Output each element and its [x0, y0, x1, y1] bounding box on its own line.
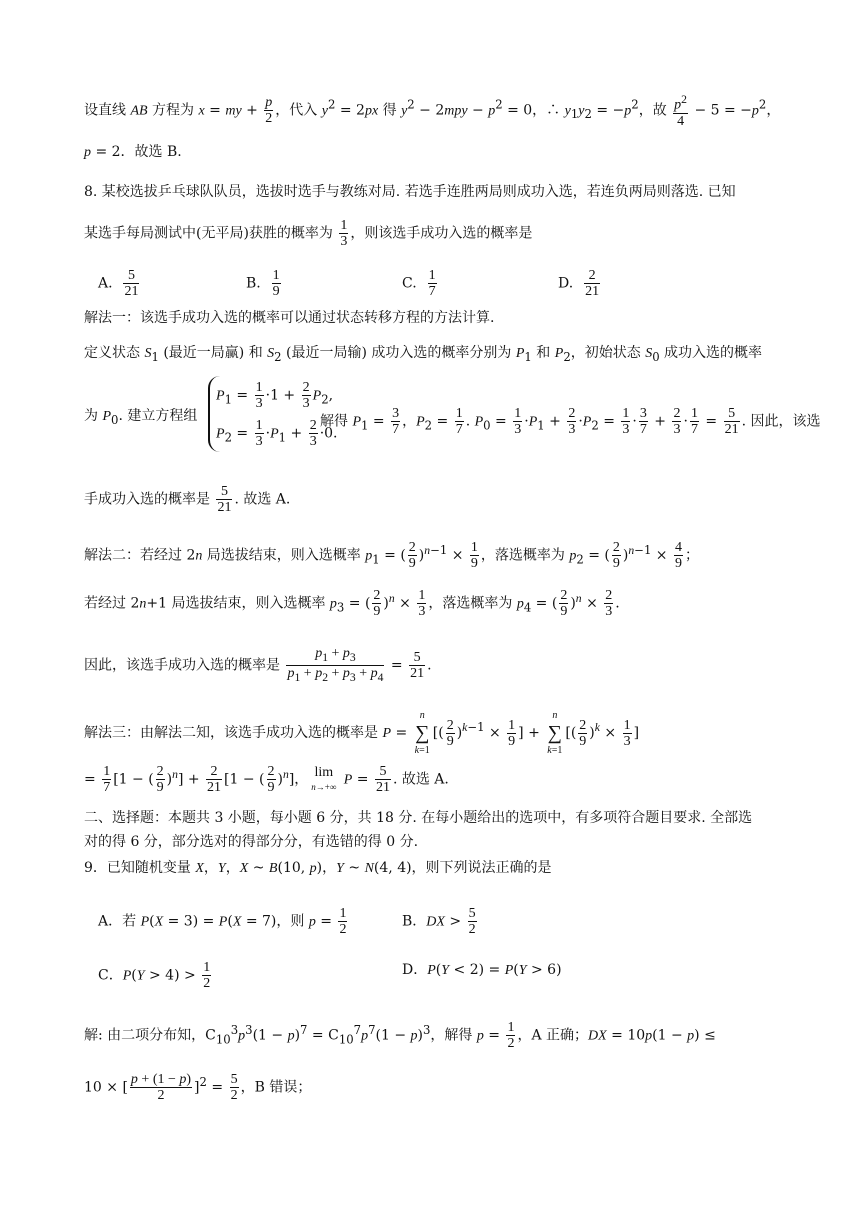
- question-9-stem: 9．已知随机变量 X，Y，X ~ B(10, p)，Y ~ N(4, 4)，则下列说法正确的是: [84, 860, 552, 876]
- q9-option-a: A．若 P(X = 3) = P(X = 7)，则 p = $\frac{1}{2}$: [98, 906, 347, 937]
- q9-solution-line-1: 解: 由二项分布知，$C_{10}^3p^3(1 - p)^7 = C_{10}^7p^7(1 - p)^3$，解得 p = $\frac{1}{2}$ ，A 正确；DX = 10p(1 − p) ≤: [84, 1020, 716, 1052]
- equation-row-1: $P_1$ = $\frac{1}{3}$ ·1 + $\frac{2}{3}$ $P_2$,: [216, 380, 334, 411]
- method-3-line-1: 解法三：由解法二知，该选手成功入选的概率是 P = n ∑ k=1 [( $\frac{2}{9}$ )$^{k-1}$ × $\frac{1}{9}$ ] + n ∑ k=1 [( $\frac{2}{9}$ )$^k$ × $\frac{1}{3}$ ]: [84, 710, 640, 756]
- question-8-stem-2: 某选手每局测试中(无平局)获胜的概率为 $\frac{1}{3}$ ，则该选手成功入选的概率是: [84, 218, 533, 249]
- q9-option-d: D．P(Y < 2) = P(Y > 6): [402, 962, 562, 978]
- section-2-heading: 二、选择题：本题共 3 小题，每小题 6 分，共 18 分. 在每小题给出的选项中，有多项符合题目要求. 全部选: [84, 810, 753, 826]
- method-1-system-label: 为 $P_0$. 建立方程组: [84, 408, 198, 427]
- question-8-stem-1: 8. 某校选拔乒乓球队队员，选拔时选手与教练对局. 若选手连胜两局则成功入选，若连负两局则落选. 已知: [84, 184, 736, 200]
- q8-option-b: B. $\frac{1}{9}$: [246, 268, 280, 299]
- solution-line-1: 设直线 AB 方程为 x = my + $\frac{p}{2}$ ，代入 $y^2 = 2px$ 得 $y^2 - 2mpy - p^2 = 0$，∴ $y_1y_2 = -p^2$，故 $\frac{p^2}{4}$ − $5 = -p^2$，: [84, 93, 781, 129]
- q8-option-a: A. $\frac{5}{21}$: [98, 268, 139, 299]
- solution-line-2: p = 2．故选 B.: [84, 144, 182, 160]
- method-2-line-3: 因此，该选手成功入选的概率是 $\frac{p_1 + p_3}{p_1 + p_2 + p_3 + p_4}$ = $\frac{5}{21}$ .: [84, 646, 432, 684]
- text-mirror: [0, 0, 1, 1]
- method-1-states: 定义状态 $S_1$ (最近一局赢) 和 $S_2$ (最近一局输) 成功入选的概率分别为 $P_1$ 和 $P_2$，初始状态 $S_0$ 成功入选的概率: [84, 345, 763, 364]
- q9-option-c: C．P(Y > 4) > $\frac{1}{2}$: [98, 960, 211, 991]
- section-2-scoring: 对的得 6 分，部分选对的得部分分，有选错的得 0 分.: [84, 834, 419, 850]
- q9-solution-line-2: 10 × [ $\frac{p + (1 - p)}{2}$ ]$^2$ = $\frac{5}{2}$ ，B 错误；: [84, 1072, 312, 1104]
- equation-row-2: $P_2$ = $\frac{1}{3}$ $\cdot P_1$ + $\frac{2}{3}$ ·0.: [216, 418, 338, 449]
- method-2-line-1: 解法二：若经过 2n 局选拔结束，则入选概率 $p_1$ = ( $\frac{2}{9}$ )$^{n-1}$ × $\frac{1}{9}$ ，落选概率为 $p_2$ = ( $\frac{2}{9}$ )$^{n-1}$ × $\frac{4}{9}$ ；: [84, 540, 699, 572]
- method-1-conclusion: 手成功入选的概率是 $\frac{5}{21}$ . 故选 A.: [84, 484, 291, 515]
- method-1-result: 解得 $P_1$ = $\frac{3}{7}$ ，$P_2$ = $\frac{1}{7}$ . $P_0$ = $\frac{1}{3}$ $\cdot P_1$ + $\frac{2}{3}$ $\cdot P_2$ = $\frac{1}{3}$ · $\frac{3}{7}$ + $\frac{2}{3}$ · $\frac{1}{7}$ = $\frac{5}{21}$ . 因此，该选: [320, 406, 821, 437]
- equation-system: [208, 376, 338, 452]
- method-1-intro: 解法一：该选手成功入选的概率可以通过状态转移方程的方法计算.: [84, 310, 495, 326]
- q9-option-b: B．DX > $\frac{5}{2}$: [402, 906, 476, 937]
- method-3-line-2: = $\frac{1}{7}$ [1 − ( $\frac{2}{9}$ )$^n$] + $\frac{2}{21}$ [1 − ( $\frac{2}{9}$ )$^n$]， lim n→+∞ P = $\frac{5}{21}$ . 故选 A.: [84, 764, 449, 796]
- q8-option-c: C. $\frac{1}{7}$: [402, 268, 436, 299]
- q8-option-d: D. $\frac{2}{21}$: [558, 268, 600, 299]
- method-2-line-2: 若经过 2n+1 局选拔结束，则入选概率 $p_3$ = ( $\frac{2}{9}$ )$^n$ × $\frac{1}{3}$ ，落选概率为 $p_4$ = ( $\frac{2}{9}$ )$^n$ × $\frac{2}{3}$ .: [84, 588, 620, 620]
